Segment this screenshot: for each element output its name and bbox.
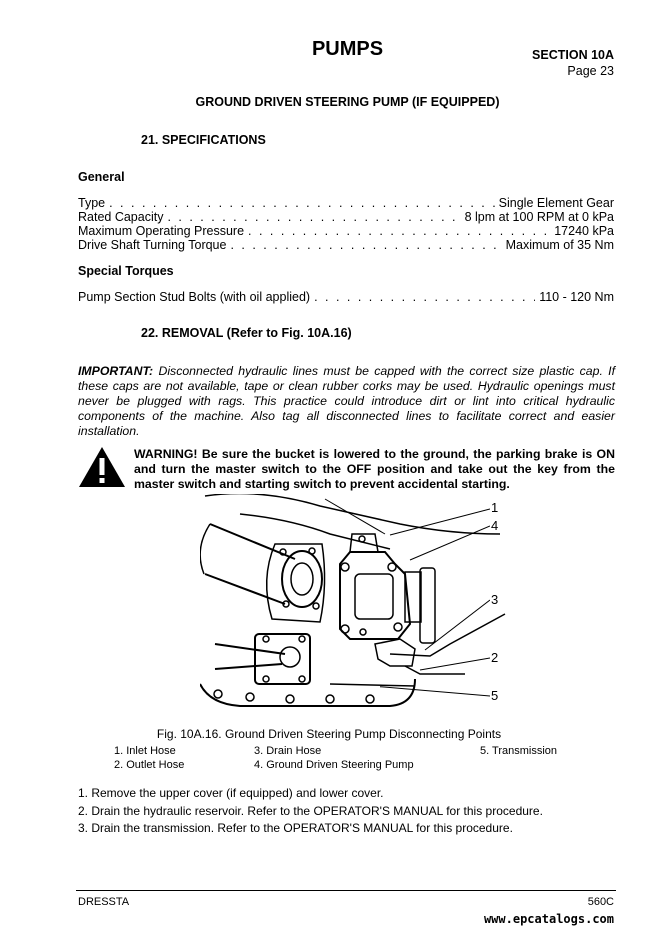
important-text: Disconnected hydraulic lines must be capped with the correct size plastic cap. If these caps are not available, tape or clean rubber corks may be used. Hydraulic openings must never be plugged with rags. This practice could introduce dirt or lint into critical hydraulic components of the machine. Also tag all disconnected lines to facilitate correct and easier installation. — [78, 364, 615, 438]
legend-item: 4. Ground Driven Steering Pump — [254, 759, 414, 771]
callout-leaders — [380, 500, 490, 700]
callout-3: 3 — [491, 592, 499, 607]
legend-item: 3. Drain Hose — [254, 745, 322, 757]
warning-text: WARNING! Be sure the bucket is lowered to the ground, the parking brake is ON and turn the master switch to the OFF position and take out the key from the master switch and starting switch to prevent accidental starting. — [134, 447, 615, 491]
footer-brand: DRESSTA — [78, 896, 130, 908]
procedure-step: 2. Drain the hydraulic reservoir. Refer to the OPERATOR'S MANUAL for this procedure. — [78, 804, 543, 818]
spec-value: 17240 kPa — [554, 224, 614, 238]
section-label: SECTION 10A — [532, 48, 614, 62]
page-number: Page 23 — [567, 64, 614, 78]
spec-row — [78, 196, 614, 210]
spec-label: Pump Section Stud Bolts (with oil applied) — [78, 290, 311, 304]
spec-value: 110 - 120 Nm — [539, 290, 614, 304]
leader-dots — [314, 290, 535, 304]
legend-item: 2. Outlet Hose — [114, 759, 185, 771]
general-heading: General — [78, 170, 125, 184]
removal-heading: 22. REMOVAL (Refer to Fig. 10A.16) — [141, 326, 352, 340]
spec-label: Maximum Operating Pressure — [78, 224, 245, 238]
procedure-step: 1. Remove the upper cover (if equipped) and lower cover. — [78, 786, 384, 800]
footer-url: www.epcatalogs.com — [483, 912, 614, 926]
procedure-step: 3. Drain the transmission. Refer to the OPERATOR'S MANUAL for this procedure. — [78, 821, 513, 835]
leader-dots — [230, 238, 501, 252]
legend-item: 1. Inlet Hose — [114, 745, 176, 757]
leader-dots — [248, 224, 550, 238]
specifications-heading: 21. SPECIFICATIONS — [141, 133, 266, 147]
important-label: IMPORTANT: — [78, 364, 154, 378]
spec-row — [78, 290, 614, 304]
spec-label: Type — [78, 196, 106, 210]
spec-label: Drive Shaft Turning Torque — [78, 238, 227, 252]
spec-value: 8 lpm at 100 RPM at 0 kPa — [464, 210, 614, 224]
spec-value: Single Element Gear — [498, 196, 614, 210]
warning-triangle-icon — [78, 446, 126, 488]
special-torques-heading: Special Torques — [78, 264, 174, 278]
callout-2: 2 — [491, 650, 499, 665]
important-note — [78, 364, 615, 439]
legend-item: 5. Transmission — [480, 745, 558, 757]
page-title: PUMPS — [311, 38, 384, 60]
figure-caption: Fig. 10A.16. Ground Driven Steering Pump Disconnecting Points — [156, 727, 502, 741]
spec-row — [78, 210, 614, 224]
leader-dots — [109, 196, 495, 210]
callout-1: 1 — [491, 500, 499, 515]
callout-5: 5 — [491, 688, 499, 703]
footer-model: 560C — [587, 896, 614, 908]
callout-4: 4 — [491, 518, 499, 533]
spec-row — [78, 224, 614, 238]
spec-value: Maximum of 35 Nm — [505, 238, 614, 252]
page-subtitle: GROUND DRIVEN STEERING PUMP (IF EQUIPPED) — [195, 95, 500, 109]
spec-row — [78, 238, 614, 252]
spec-label: Rated Capacity — [78, 210, 164, 224]
footer-divider — [76, 890, 616, 891]
leader-dots — [167, 210, 460, 224]
